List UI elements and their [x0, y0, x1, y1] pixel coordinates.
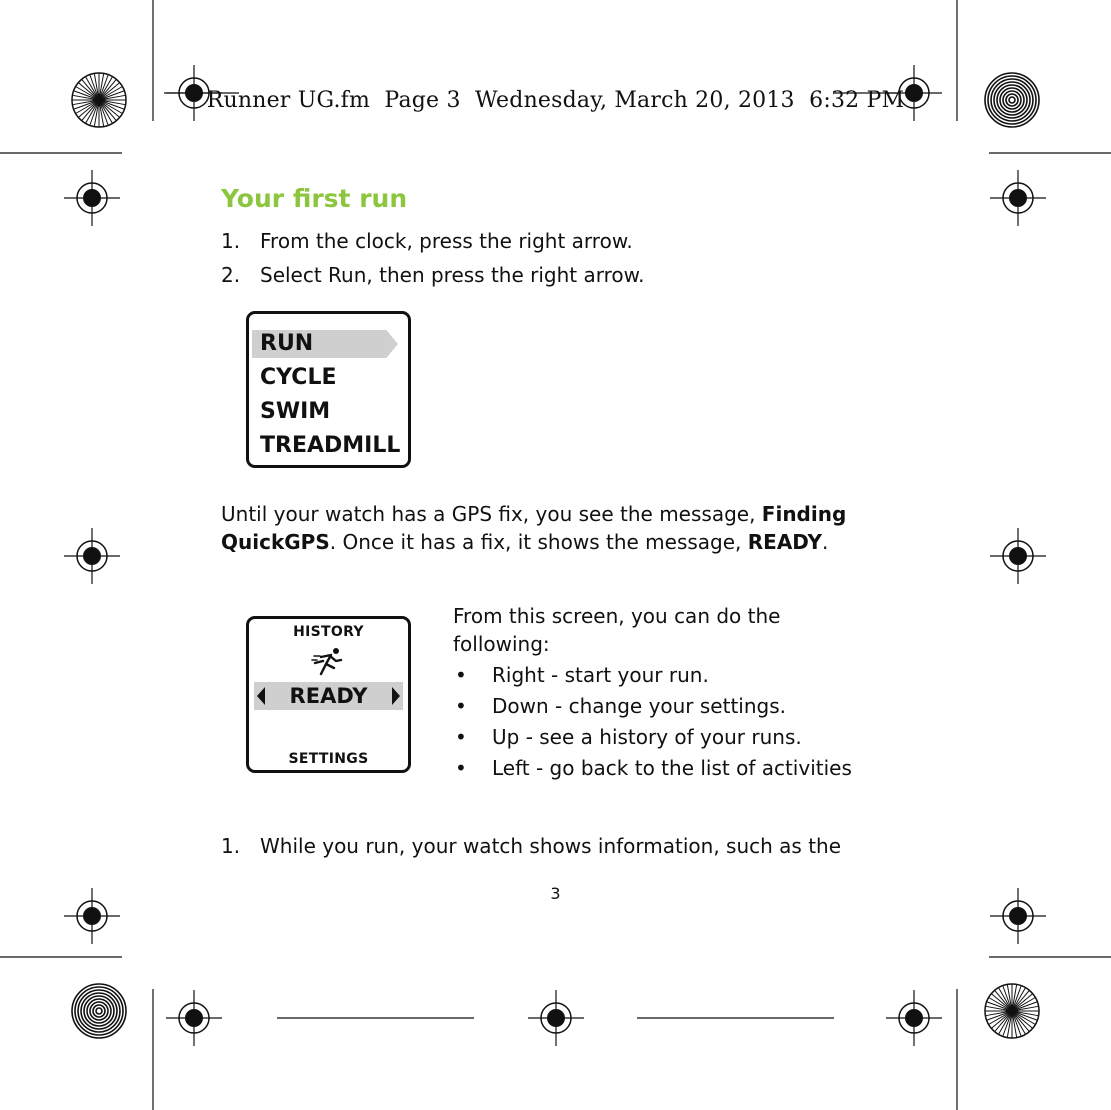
gps-text-after: . — [821, 530, 829, 554]
settings-label: SETTINGS — [288, 751, 369, 767]
list-item — [221, 829, 841, 863]
step-text: From the clock, press the right arrow. — [260, 229, 633, 253]
list-item — [453, 660, 852, 691]
list-item — [453, 691, 852, 722]
step-number: 1. — [221, 229, 241, 253]
option-text: Down - change your settings. — [492, 694, 787, 718]
step-number: 1. — [221, 834, 241, 858]
next-steps-list — [221, 829, 841, 863]
menu-item-run: RUN — [260, 331, 314, 356]
option-text: Up - see a history of your runs. — [492, 725, 802, 749]
runner-icon — [311, 647, 345, 677]
registration-target — [166, 990, 222, 1046]
option-text: Right - start your run. — [492, 663, 709, 687]
section-title: Your first run — [221, 184, 408, 213]
gps-text-before: Until your watch has a GPS fix, you see the message, — [221, 502, 762, 526]
activity-watch-screen — [246, 311, 411, 468]
history-label: HISTORY — [293, 624, 364, 640]
page-number: 3 — [550, 884, 561, 903]
list-item — [453, 753, 852, 784]
step-text: While you run, your watch shows information, such as the — [260, 834, 842, 858]
ready-options-list — [453, 660, 852, 784]
list-item — [453, 722, 852, 753]
ready-message-label: READY — [747, 530, 822, 554]
starburst-mark — [985, 984, 1039, 1038]
gps-message-paragraph — [221, 500, 911, 556]
ready-watch-screen — [246, 616, 411, 773]
bullet: • — [455, 694, 467, 718]
menu-item-swim: SWIM — [260, 399, 331, 424]
registration-target — [64, 528, 120, 584]
step-number: 2. — [221, 263, 241, 287]
bullet: • — [455, 756, 467, 780]
menu-item-cycle: CYCLE — [260, 365, 337, 390]
registration-target — [886, 990, 942, 1046]
ready-label: READY — [289, 684, 368, 708]
finding-quickgps-label: Finding QuickGPS — [221, 502, 847, 554]
bullet: • — [455, 725, 467, 749]
registration-target — [64, 170, 120, 226]
list-item — [221, 224, 645, 258]
page-header: Runner UG.fm Page 3 Wednesday, March 20, 2013 6:32 PM — [206, 88, 905, 113]
bullet: • — [455, 663, 467, 687]
registration-target — [528, 990, 584, 1046]
registration-target — [990, 170, 1046, 226]
list-item — [221, 258, 645, 292]
registration-target — [990, 528, 1046, 584]
step-text: Select Run, then press the right arrow. — [260, 263, 645, 287]
option-text: Left - go back to the list of activities — [492, 756, 852, 780]
menu-item-treadmill: TREADMILL — [260, 433, 401, 458]
ready-intro-text: From this screen, you can do the following: — [453, 604, 781, 656]
steps-list — [221, 224, 645, 292]
concentric-mark — [72, 984, 126, 1038]
gps-text-middle: . Once it has a fix, it shows the message, — [329, 530, 748, 554]
